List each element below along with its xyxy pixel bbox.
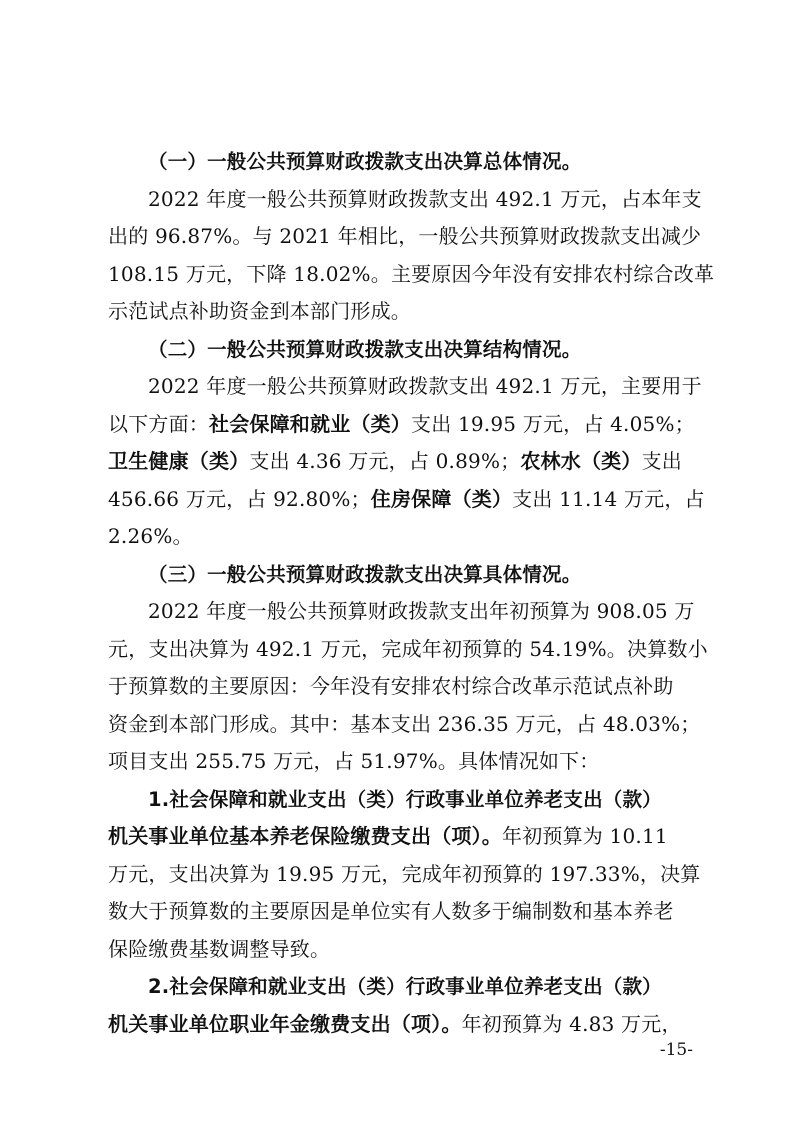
text-run: 456.66 万元，占 92.80%； [108,486,371,511]
item-heading-2: 2.社会保障和就业支出（类）行政事业单位养老支出（款） [148,975,662,998]
paragraph-line: 项目支出 255.75 万元，占 51.97%。具体情况如下： [108,749,600,773]
category-label: 住房保障（类） [370,486,513,511]
paragraph-line [108,406,695,444]
paragraph-line: 资金到本部门形成。其中：基本支出 236.35 万元，占 48.03%； [108,711,701,736]
category-label: 卫生健康（类） [108,449,250,473]
text-run: 支出 11.14 万元，占 [512,486,705,511]
category-label: 农林水（类） [520,449,642,473]
paragraph-line: 于预算数的主要原因：今年没有安排农村综合改革示范试点补助 [108,674,674,698]
paragraph-line [108,481,705,519]
paragraph-line: 示范试点补助资金到本部门形成。 [108,299,411,323]
paragraph-line: 108.15 万元，下降 18.02%。主要原因今年没有安排农村综合改革 [108,261,715,286]
paragraph-line: 数大于预算数的主要原因是单位实有人数多于编制数和基本养老 [108,899,674,923]
item-heading-1: 1.社会保障和就业支出（类）行政事业单位养老支出（款） [148,787,662,811]
paragraph-line: 万元，支出决算为 19.95 万元，完成年初预算的 197.33%，决算 [108,861,701,886]
section-heading-3: （三）一般公共预算财政拨款支出决算具体情况。 [148,562,582,586]
paragraph-line: 出的 96.87%。与 2021 年相比，一般公共预算财政拨款支出减少 [108,224,702,248]
text-run: 支出 [641,449,682,473]
paragraph-line: 2.26%。 [108,524,193,548]
paragraph-line: 2022 年度一般公共预算财政拨款支出 492.1 万元，占本年支 [148,186,702,211]
paragraph-line: 2022 年度一般公共预算财政拨款支出年初预算为 908.05 万 [148,599,695,623]
paragraph-line: 2022 年度一般公共预算财政拨款支出 492.1 万元，主要用于 [148,374,702,398]
category-label: 社会保障和就业（类） [209,411,411,436]
text-run: 支出 19.95 万元，占 4.05%； [411,411,695,436]
paragraph-line: 保险缴费基数调整导致。 [108,936,331,961]
page-number: -15- [659,1040,693,1060]
text-run: 以下方面： [108,411,209,436]
section-heading-1: （一）一般公共预算财政拨款支出决算总体情况。 [148,150,582,173]
item-heading-continued: 机关事业单位职业年金缴费支出（项）。 [108,1011,462,1036]
text-run: 年初预算为 4.83 万元， [461,1011,682,1036]
text-run: 支出 4.36 万元，占 0.89%； [249,449,521,473]
item-heading-continued: 机关事业单位基本养老保险缴费支出（项）。 [108,824,502,848]
document-body [108,143,715,1043]
paragraph-line [108,443,692,481]
paragraph-line: 元，支出决算为 492.1 万元，完成年初预算的 54.19%。决算数小 [108,636,708,661]
paragraph-line [108,818,692,856]
text-run: 年初预算为 10.11 [502,824,668,848]
section-heading-2: （二）一般公共预算财政拨款支出决算结构情况。 [148,337,582,361]
paragraph-line [108,1006,692,1044]
